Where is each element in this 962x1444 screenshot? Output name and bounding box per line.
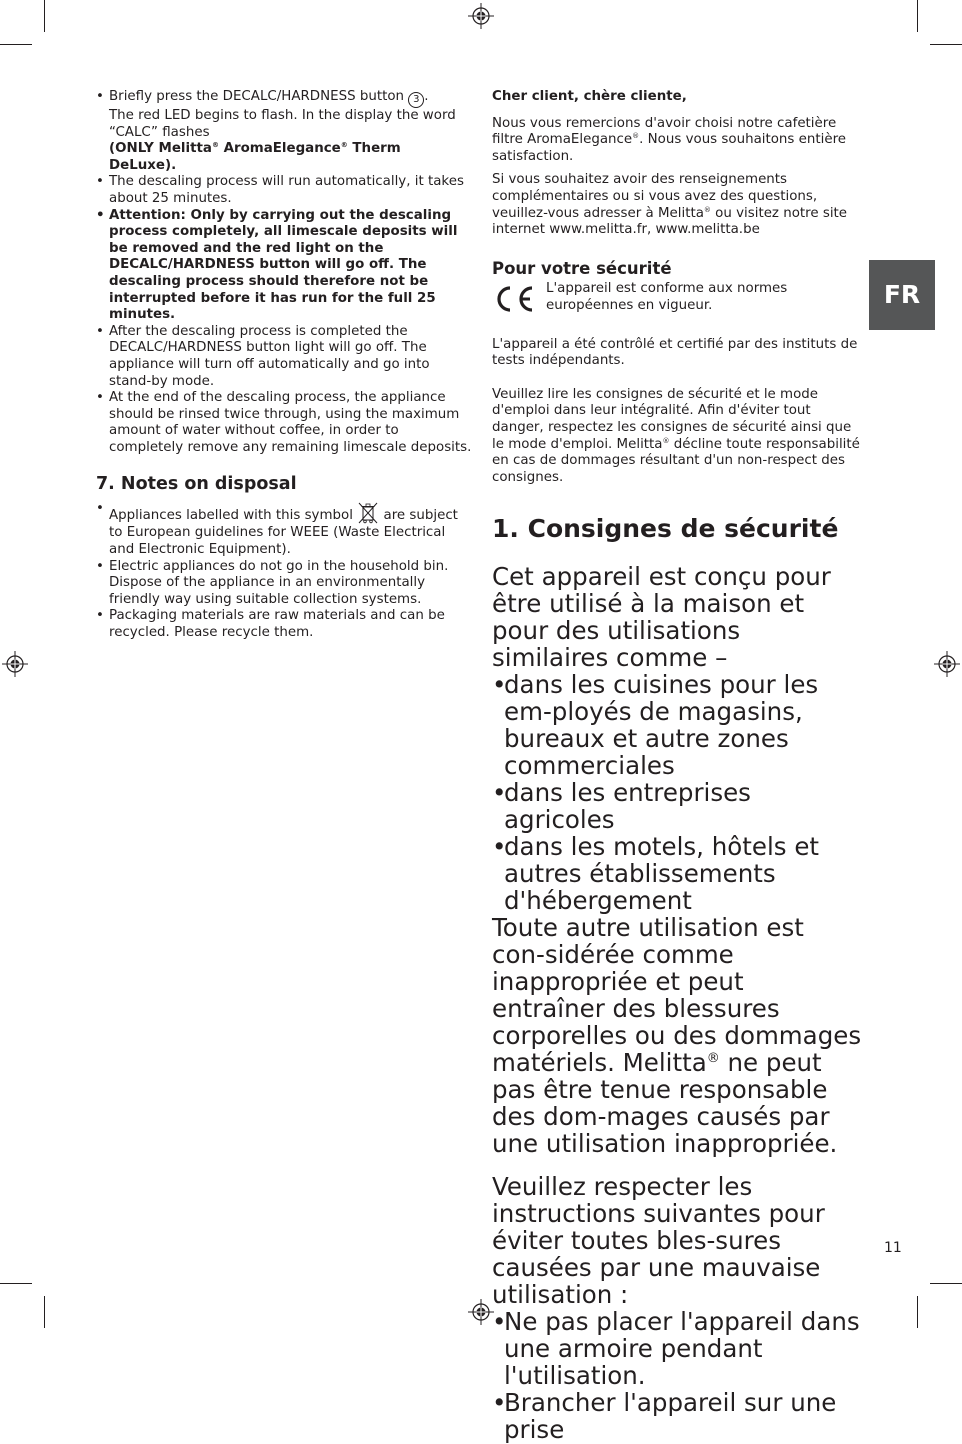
language-tab: FR [869,260,935,330]
crop-mark-bottom-right [917,1296,918,1328]
descaling-attention: • Attention: Only by carrying out the descaling process completely, all limescale deposits will be removed and the red light on the DECALC/HARDNESS button will go off. The descaling process should therefore not be interrupted before it has run for the full 25 minutes. [96,208,472,324]
crop-mark-bottom-right-h [930,1283,962,1284]
descaling-step-5: • At the end of the descaling process, the appliance should be rinsed twice through, using the maximum amount of water without coffee, in order to completely remove any remaining limescale deposits. [96,390,472,456]
registration-mark-bottom-icon [468,1299,494,1325]
button-3-indicator: 3 [408,92,424,108]
intended-use-block: Cet appareil est conçu pour être utilisé à la maison et pour des utilisations similaires comme – • dans les cuisines pour les em-ployés de magasins, bureaux et autre zones commerciales • dans les entreprises agricoles • dans les motels, hôtels et autres établissements d'hébergement Toute autre utilisation est con-sidérée comme inappropriée et peut entraîner des blessures corporelles ou des dommages matériels. Melitta® ne peut pas être tenue responsable des dom-mages causés par une utilisation inappropriée. Veuillez respecter les instructions suivantes pour éviter toutes bles-sures causées par une mauvaise utilisation : • Ne pas placer l'appareil dans une armoire pendant l'utilisation. • Brancher l'appareil sur une prise [492,563,864,1443]
ce-conformity: L'appareil est conforme aux normes européennes en vigueur. [492,281,864,314]
certification-paragraph: L'appareil a été contrôlé et certifié par des instituts de tests indépendants. [492,336,858,369]
security-heading: Pour votre sécurité [492,258,672,278]
model-note: (ONLY Melitta® AromaElegance® Therm DeLuxe). [109,141,401,173]
misuse-paragraph: Toute autre utilisation est con-sidérée comme inappropriée et peut entraîner des blessures corporelles ou des dommages matériels. Melitta® ne peut pas être tenue responsable des dom-mages causés par une utilisation inappropriée. [492,913,862,1159]
weee-bin-icon [357,501,379,525]
instructions-paragraph: Veuillez lire les consignes de sécurité et le mode d'emploi dans leur intégralité. Afin d'éviter tout danger, respectez les consignes de sécurité ainsi que le mode d'emploi. Melitta® décline toute responsabilité en cas de dommages résultant d'un non-respect des consignes. [492,386,860,485]
disposal-item-2: • Electric appliances do not go in the household bin. Dispose of the appliance in an environmentally friendly way using suitable collection systems. [96,559,472,609]
registration-mark-right-icon [934,651,960,677]
crop-mark-bottom-left [44,1296,45,1328]
safety-item-2: • Brancher l'appareil sur une prise [492,1389,864,1443]
crop-mark-top-right [917,0,918,32]
ce-mark-icon [492,284,536,314]
disposal-item-3: • Packaging materials are raw materials and can be recycled. Please recycle them. [96,608,472,641]
descaling-step-2: • The descaling process will run automatically, it takes about 25 minutes. [96,174,472,207]
intro-paragraph-2: Si vous souhaitez avoir des renseignements complémentaires ou si vous avez des questions, veuillez-vous adresser à Melitta® ou visitez notre site internet www.melitta.fr, www.melitta.be [492,172,848,238]
use-item-1: • dans les cuisines pour les em-ployés de magasins, bureaux et autre zones commerciales [492,671,864,779]
use-item-2: • dans les entreprises agricoles [492,779,864,833]
right-column [492,89,864,1443]
disposal-item-1: • Appliances labelled with this symbol are subject to European guidelines for WEEE (Waste Electrical and Electronic Equipment). [96,501,472,558]
follow-instructions: Veuillez respecter les instructions suivantes pour éviter toutes bles-sures causées par une mauvaise utilisation : [492,1172,825,1310]
use-item-3: • dans les motels, hôtels et autres établissements d'hébergement [492,833,864,914]
intro-paragraph-1: Nous vous remercions d'avoir choisi notre cafetière filtre AromaElegance®. Nous vous souhaitons entière satisfaction. [492,115,847,164]
descaling-step-1: • Briefly press the DECALC/HARDNESS button 3 . The red LED begins to flash. In the display the word “CALC” flashes (ONLY Melitta® AromaElegance® Therm DeLuxe). [96,89,472,174]
crop-mark-top-left-h [0,44,32,45]
crop-mark-top-left [44,0,45,32]
greeting: Cher client, chère cliente, [492,89,687,104]
registration-mark-left-icon [2,651,28,677]
page-number: 11 [884,1240,902,1256]
registration-mark-top-icon [468,3,494,29]
section-1-heading: 1. Consignes de sécurité [492,514,839,544]
descaling-step-4: • After the descaling process is completed the DECALC/HARDNESS button light will go off. The appliance will turn off automatically and go into stand-by mode. [96,324,472,390]
crop-mark-bottom-left-h [0,1283,32,1284]
crop-mark-top-right-h [930,44,962,45]
left-column [96,89,472,642]
safety-item-1: • Ne pas placer l'appareil dans une armoire pendant l'utilisation. [492,1308,864,1389]
disposal-heading: 7. Notes on disposal [96,474,297,495]
